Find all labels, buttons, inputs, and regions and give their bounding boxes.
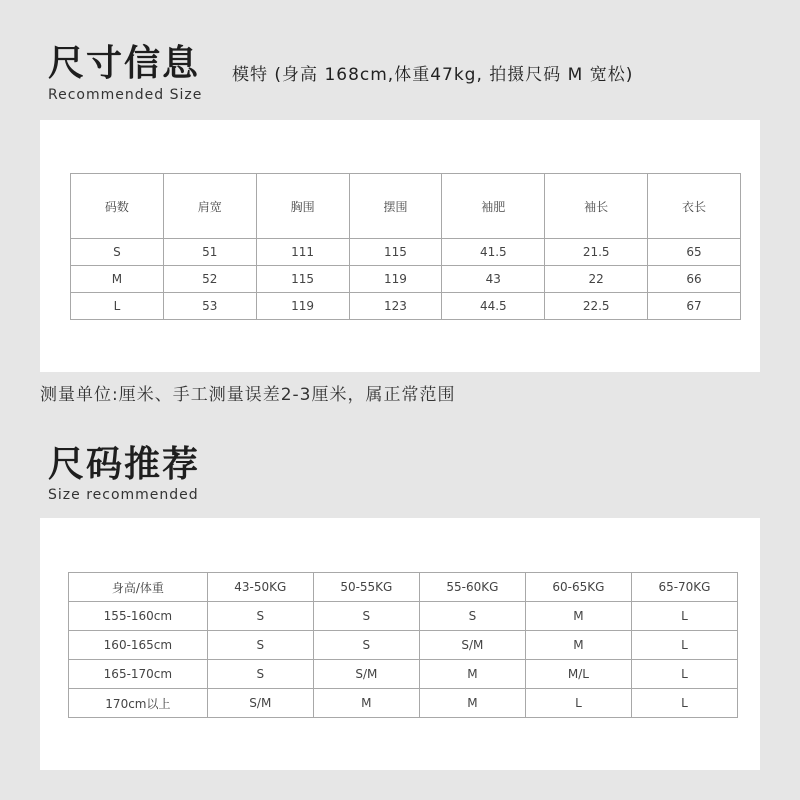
table-cell: 111 [256,239,349,266]
column-header: 摆围 [349,174,442,239]
column-header: 袖长 [545,174,648,239]
table-cell: M [313,689,419,718]
table-cell: S [419,602,525,631]
column-header: 胸围 [256,174,349,239]
column-header: 身高/体重 [69,573,208,602]
table-cell: 43 [442,266,545,293]
table-cell: 51 [163,239,256,266]
table-cell: L [631,631,737,660]
column-header: 肩宽 [163,174,256,239]
table-cell: S [207,660,313,689]
table-cell: L [71,293,164,320]
table-cell: S [313,602,419,631]
table-cell: S [207,631,313,660]
size-info-subtitle: Recommended Size [48,87,203,103]
table-cell: 65 [648,239,741,266]
table-cell: 119 [256,293,349,320]
table-cell: 52 [163,266,256,293]
table-cell: 160-165cm [69,631,208,660]
table-cell: 66 [648,266,741,293]
table-cell: S [207,602,313,631]
table-cell: M [419,660,525,689]
recommend-table-row [69,660,738,689]
table-cell: S/M [419,631,525,660]
size-table-row [71,239,741,266]
size-table-row [71,266,741,293]
column-header: 60-65KG [525,573,631,602]
table-cell: 22.5 [545,293,648,320]
size-info-title: 尺寸信息 [48,43,201,84]
table-cell: 123 [349,293,442,320]
size-table-row [71,293,741,320]
table-cell: 165-170cm [69,660,208,689]
column-header: 衣长 [648,174,741,239]
table-cell: 155-160cm [69,602,208,631]
table-cell: 119 [349,266,442,293]
table-cell: 53 [163,293,256,320]
measurement-note: 测量单位:厘米、手工测量误差2-3厘米，属正常范围 [40,385,456,405]
model-note: 模特 (身高 168cm,体重47kg, 拍摄尺码 M 宽松) [232,65,634,85]
column-header: 43-50KG [207,573,313,602]
recommend-table-row [69,631,738,660]
recommend-table-row [69,602,738,631]
table-cell: S/M [313,660,419,689]
table-cell: 115 [256,266,349,293]
size-recommend-title: 尺码推荐 [48,444,201,485]
recommend-table-row [69,689,738,718]
table-cell: 41.5 [442,239,545,266]
recommend-table-card [40,518,760,770]
table-cell: 67 [648,293,741,320]
table-cell: S/M [207,689,313,718]
table-cell: M [525,602,631,631]
size-table [70,173,741,320]
column-header: 65-70KG [631,573,737,602]
column-header: 码数 [71,174,164,239]
table-cell: 21.5 [545,239,648,266]
table-cell: L [631,660,737,689]
table-cell: M [525,631,631,660]
table-cell: 22 [545,266,648,293]
table-cell: M/L [525,660,631,689]
table-cell: L [631,689,737,718]
table-cell: 115 [349,239,442,266]
column-header: 袖肥 [442,174,545,239]
size-recommend-subtitle: Size recommended [48,487,199,503]
column-header: 50-55KG [313,573,419,602]
table-cell: M [419,689,525,718]
size-recommend-table [68,572,738,718]
column-header: 55-60KG [419,573,525,602]
size-table-card [40,120,760,372]
table-cell: L [525,689,631,718]
table-cell: 44.5 [442,293,545,320]
table-cell: S [71,239,164,266]
table-cell: M [71,266,164,293]
recommend-table-header-row [69,573,738,602]
table-cell: S [313,631,419,660]
table-cell: 170cm以上 [69,689,208,718]
size-table-header-row [71,174,741,239]
table-cell: L [631,602,737,631]
